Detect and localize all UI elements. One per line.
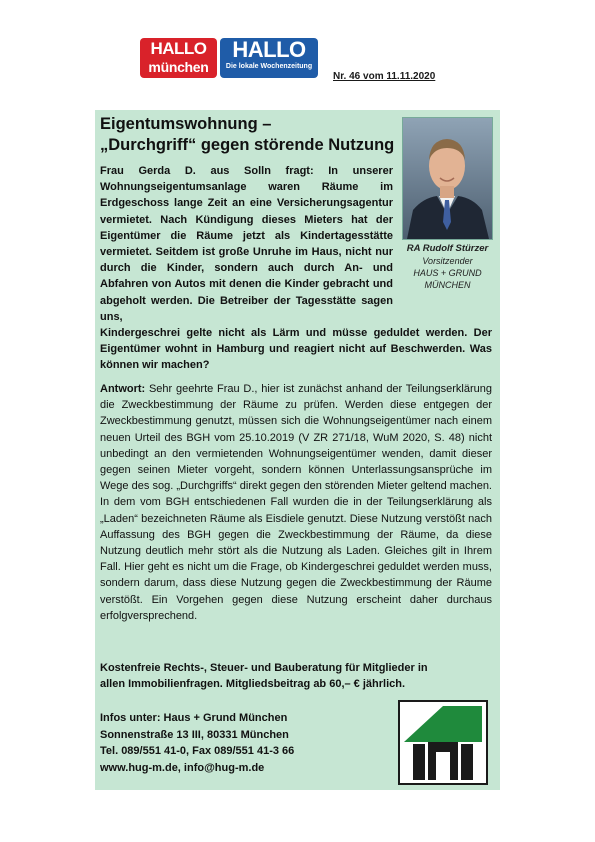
contact-line-1: Infos unter: Haus + Grund München (100, 712, 288, 724)
question-text-wide: Kindergeschrei gelte nicht als Lärm und müsse geduldet werden. Der Eigentümer wohnt in Hamburg und reagiert nicht auf Beschwerden. Was können wir machen? (100, 327, 492, 372)
caption-role: Vorsitzender (422, 256, 473, 266)
hallo-muenchen-logo (140, 38, 217, 78)
logo2-top-text: HALLO (232, 37, 306, 62)
logo2-bottom-text: Die lokale Wochenzeitung (225, 63, 313, 70)
title-line-1: Eigentumswohnung – (100, 115, 272, 133)
reader-question (100, 163, 492, 374)
article-title (100, 114, 400, 156)
answer-paragraph (100, 381, 492, 624)
haus-und-grund-logo (398, 700, 488, 785)
question-text-narrow: Frau Gerda D. aus Solln fragt: In unserer Wohnungseigentumsanlage waren Räume im Erdgeschoss lange Zeit an eine Versicherungsagentur vermietet. Nach Kündigung dieses Mieters hat der Eigentümer die Räume jetzt als Kindertagesstätte vermietet. Seitdem ist große Unruhe im Haus, nicht nur durch die Kinder, sondern auch durch An- und Abfahren von Autos mit denen die Kinder gebracht und abgeholt werden. Die Betreiber der Tagesstätte sagen uns, (100, 165, 393, 323)
free-consultation-note (100, 660, 492, 692)
contact-web: www.hug-m.de, info@hug-m.de (100, 761, 265, 774)
issue-date: Nr. 46 vom 11.11.2020 (333, 71, 436, 82)
logo1-bottom-text: münchen (148, 59, 209, 75)
answer-lead: Antwort: (100, 383, 146, 395)
free-line-2: allen Immobilienfragen. Mitgliedsbeitrag ab 60,– € jährlich. (100, 678, 406, 691)
contact-info (100, 710, 390, 776)
hallo-wochenzeitung-logo (220, 38, 318, 78)
title-line-2: „Durchgriff“ gegen störende Nutzung (100, 136, 395, 154)
contact-address: Sonnenstraße 13 III, 80331 München (100, 728, 289, 741)
answer-body: Sehr geehrte Frau D., hier ist zunächst anhand der Teilungserklärung die Zweckbestimmung der Räume zu prüfen. Werden diese entgegen der Zweckbestimmung genutzt, müssen sich die Wohnungseigentümer nach einem neuen Urteil des BGH vom 25.10.2019 (V ZR 271/18, WuM 2020, S. 48) nicht unbedingt an den vermietenden Wohnungseigentümer wenden, damit dieser gegen seinen Mieter vorgeht, sondern können Unterlassungsansprüche im Wege des sog. „Durchgriffs“ direkt gegen den störenden Mieter geltend machen. In dem vom BGH entschiedenen Fall wurden die in der Teilungserklärung als „Laden“ bezeichneten Räume als Eisdiele genutzt. Diese Nutzung verstößt nach Auffassung des BGH gegen die Zweckbestimmung der Räume, da diese Nutzung deutlich mehr stört als die Nutzung als Laden. Gleiches gilt in Ihrem Fall. Hier geht es nicht um die Frage, ob Kindergeschrei geduldet werden muss, sondern darum, dass diese Nutzung gegen die Zweckbestimmung der Räume verstößt. Ein Vorgehen gegen diese Nutzung erscheint daher durchaus erfolgversprechend. (100, 383, 492, 622)
caption-name: RA Rudolf Stürzer (406, 243, 489, 254)
house-icon (398, 700, 488, 785)
caption-org-2: MÜNCHEN (424, 280, 471, 290)
caption-org-1: HAUS + GRUND (413, 268, 482, 278)
contact-phone: Tel. 089/551 41-0, Fax 089/551 41-3 66 (100, 745, 295, 757)
free-line-1: Kostenfreie Rechts-, Steuer- und Bauberatung für Mitglieder in (100, 662, 428, 674)
logo1-top-text: HALLO (150, 39, 207, 58)
